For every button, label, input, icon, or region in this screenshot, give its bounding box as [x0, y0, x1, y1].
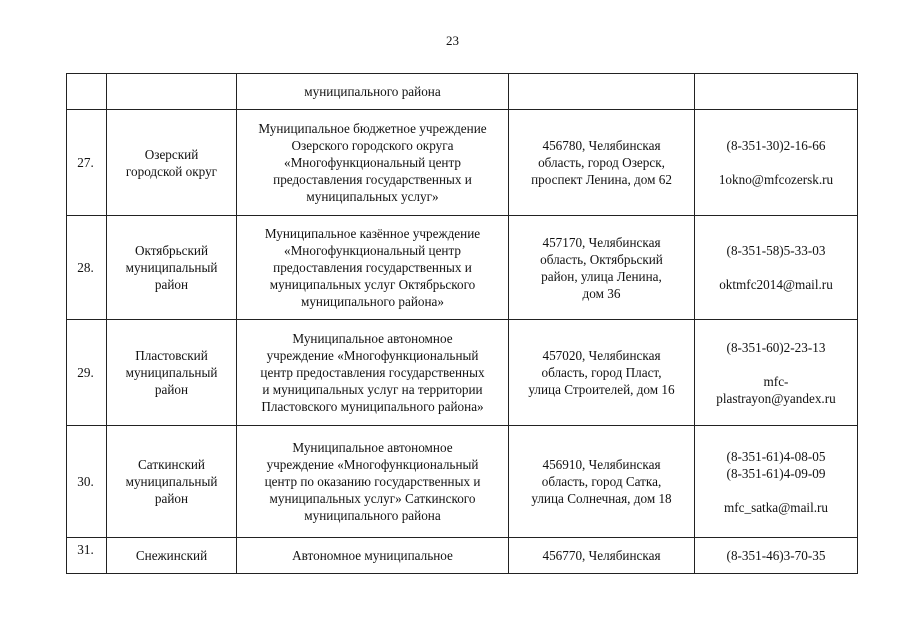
- contacts: [695, 320, 858, 426]
- row-number: 30.: [67, 426, 107, 538]
- email-address: mfc- plastrayon@yandex.ru: [716, 373, 836, 406]
- email-address: 1okno@mfcozersk.ru: [718, 172, 834, 187]
- district-name: Снежинский: [107, 538, 237, 574]
- table-row: [67, 320, 858, 426]
- phone-number: (8-351-30)2-16-66: [726, 138, 826, 153]
- postal-address: 456910, Челябинская область, город Сатка, улица Солнечная, дом 18: [509, 426, 695, 538]
- postal-address: 456780, Челябинская область, город Озерск, проспект Ленина, дом 62: [509, 110, 695, 216]
- table-row: [67, 538, 858, 574]
- organization-name: Муниципальное автономное учреждение «Многофункциональный центр по оказанию государственных и муниципальных услуг» Саткинского муниципального района: [237, 426, 509, 538]
- district-name: Октябрьский муниципальный район: [107, 216, 237, 320]
- district-name: Озерский городской округ: [107, 110, 237, 216]
- email-address: oktmfc2014@mail.ru: [719, 277, 833, 292]
- organization-name: Автономное муниципальное: [237, 538, 509, 574]
- district-name: Пластовский муниципальный район: [107, 320, 237, 426]
- phone-number: (8-351-61)4-09-09: [726, 465, 826, 481]
- row-number: 28.: [67, 216, 107, 320]
- postal-address: [509, 74, 695, 110]
- contacts: [695, 74, 858, 110]
- postal-address: 457170, Челябинская область, Октябрьский район, улица Ленина, дом 36: [509, 216, 695, 320]
- contacts: [695, 216, 858, 320]
- organization-name: Муниципальное казённое учреждение «Многофункциональный центр предоставления государственных и муниципальных услуг Октябрьского муниципального района»: [237, 216, 509, 320]
- row-number: 29.: [67, 320, 107, 426]
- contacts: [695, 110, 858, 216]
- phone-number: (8-351-61)4-08-05: [726, 448, 826, 464]
- table-row: [67, 426, 858, 538]
- district-name: Саткинский муниципальный район: [107, 426, 237, 538]
- phone-number: (8-351-58)5-33-03: [726, 243, 826, 258]
- contacts: [695, 538, 858, 574]
- table-row: [67, 74, 858, 110]
- row-number: [67, 74, 107, 110]
- phone-number: (8-351-46)3-70-35: [726, 548, 826, 563]
- contacts: [695, 426, 858, 538]
- district-name: [107, 74, 237, 110]
- mfc-registry-table: [66, 73, 858, 574]
- row-number: 27.: [67, 110, 107, 216]
- organization-name: Муниципальное бюджетное учреждение Озерского городского округа «Многофункциональный центр предоставления государственных и муниципальных услуг»: [237, 110, 509, 216]
- organization-name: муниципального района: [237, 74, 509, 110]
- page-number: 23: [446, 33, 459, 48]
- postal-address: 456770, Челябинская: [509, 538, 695, 574]
- row-number: 31.: [67, 538, 107, 574]
- organization-name: Муниципальное автономное учреждение «Многофункциональный центр предоставления государственных и муниципальных услуг на территории Пластовского муниципального района»: [237, 320, 509, 426]
- email-address: mfc_satka@mail.ru: [723, 499, 829, 515]
- table-row: [67, 216, 858, 320]
- postal-address: 457020, Челябинская область, город Пласт, улица Строителей, дом 16: [509, 320, 695, 426]
- table-row: [67, 110, 858, 216]
- phone-number: (8-351-60)2-23-13: [726, 339, 826, 355]
